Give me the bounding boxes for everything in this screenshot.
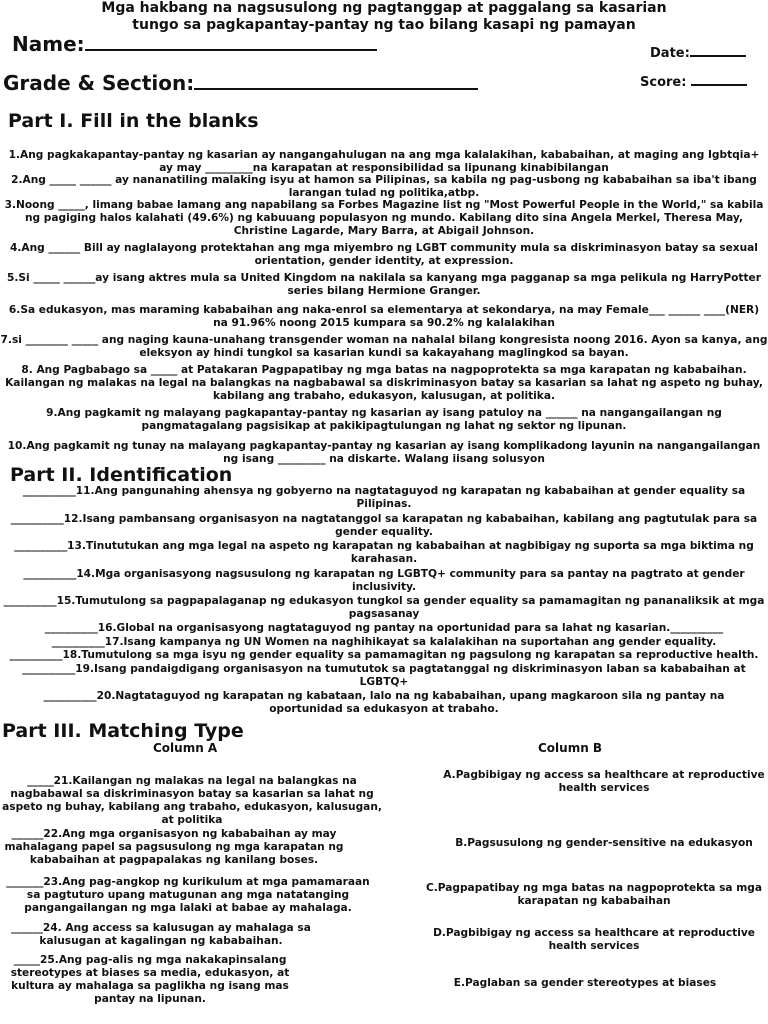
column-a-header: Column A [153, 741, 218, 755]
grade-section-blank[interactable] [194, 88, 478, 90]
question-3: 3.Noong _____, limang babae lamang ang napabilang sa Forbes Magazine list ng "Most Powerful People in the World," sa kabila ng pagiging halos kalahati (49.6%) ng kabuuang populasyon ng mundo. Kabilang dito sina Angela Merkel, Theresa May, Christine Lagarde, Mary Barra, at Abigail Johnson. [4, 199, 764, 237]
choice-a: A.Pagbibigay ng access sa healthcare at reproductive health services [443, 769, 765, 794]
question-6: 6.Sa edukasyon, mas maraming kababaihan ang naka-enrol sa elementarya at sekondarya, na may Female___ ______ ____(NER) na 91.96% noong 2015 kumpara sa 90.2% ng kalalakihan [8, 304, 760, 329]
column-b-header: Column B [538, 741, 603, 755]
question-14: __________14.Mga organisasyong nagsusulong ng karapatan ng LGBTQ+ community para sa pantay na pagtrato at gender inclusivity. [23, 568, 745, 593]
score-blank[interactable] [691, 84, 747, 86]
name-blank[interactable] [85, 49, 377, 51]
choice-e: E.Paglaban sa gender stereotypes at biases [453, 977, 717, 989]
worksheet-title [0, 0, 768, 34]
title-line-2: tungo sa pagkapantay-pantay ng tao bilang kasapi ng pamayan [132, 17, 636, 33]
question-13: __________13.Tinututukan ang mga legal na aspeto ng karapatan ng kababaihan at nagbibigay ng suporta sa mga biktima ng karahasan. [14, 540, 754, 565]
score-label: Score: [640, 75, 687, 90]
part2-title: Part II. Identification [10, 464, 233, 486]
question-17: __________17.Isang kampanya ng UN Women na naghihikayat sa kalalakihan na suportahan ang gender equality. [51, 636, 717, 648]
question-1: 1.Ang pagkakapantay-pantay ng kasarian ay nangangahulugan na ang mga kalalakihan, kababaihan, at maging ang Igbtqia+ ay may _________na karapatan at responsibilidad sa lipunang kinabibilangan [8, 149, 760, 174]
question-4: 4.Ang ______ Bill ay naglalayong protektahan ang mga miyembro ng LGBT community mula sa diskriminasyon batay sa sexual orientation, gender identity, at expression. [10, 242, 758, 267]
question-20: __________20.Nagtataguyod ng karapatan ng kabataan, lalo na ng kababaihan, upang magkaroon sila ng pantay na oportunidad sa edukasyon at trabaho. [43, 690, 725, 715]
score-field [640, 75, 747, 90]
question-9: 9.Ang pagkamit ng malayang pagkapantay-pantay ng kasarian ay isang patuloy na ______ na nangangailangan ng pangmatagalang pagsisikap at pakikipagtulungan ng lahat ng sektor ng lipunan. [46, 407, 722, 432]
part3-title: Part III. Matching Type [2, 720, 244, 742]
choice-d: D.Pagbibigay ng access sa healthcare at reproductive health services [433, 927, 755, 952]
question-2: 2.Ang _____ ______ ay nananatiling malaking isyu at hamon sa Pilipinas, sa kabila ng pag-usbong ng kababaihan sa iba't ibang larangan tulad ng politika,atbp. [11, 174, 757, 199]
matching-item-21: _____21.Kailangan ng malakas na legal na balangkas na nagbabawal sa diskriminasyon batay sa kasarian sa lahat ng aspeto ng buhay, kabilang ang trabaho, edukasyon, kalusugan, at politika [2, 775, 382, 826]
date-field [650, 46, 746, 61]
part1-title: Part I. Fill in the blanks [8, 110, 259, 132]
matching-item-24: ______24. Ang access sa kalusugan ay mahalaga sa kalusugan at kagalingan ng kababaihan. [11, 922, 311, 947]
question-15: __________15.Tumutulong sa pagpapalaganap ng edukasyon tungkol sa gender equality sa pamamagitan ng pananaliksik at mga pagsasanay [3, 595, 765, 620]
choice-c: C.Pagpapatibay ng mga batas na nagpoprotekta sa mga karapatan ng kababaihan [425, 882, 763, 907]
question-18: __________18.Tumutulong sa mga isyu ng gender equality sa pamamagitan ng pagsulong ng karapatan sa reproductive health. [9, 649, 759, 661]
date-label: Date: [650, 46, 690, 61]
question-12: __________12.Isang pambansang organisasyon na nagtatanggol sa karapatan ng kababaihan, kabilang ang pagtutulak para sa gender equality. [10, 513, 758, 538]
grade-section-field [3, 71, 478, 95]
question-10: 10.Ang pagkamit ng tunay na malayang pagkapantay-pantay ng kasarian ay isang komplikadong layunin na nangangailangan ng isang _________ na diskarte. Walang iisang solusyon [7, 440, 761, 465]
question-5: 5.Si _____ ______ay isang aktres mula sa United Kingdom na nakilala sa kanyang mga pagganap sa mga pelikula ng HarryPotter series bilang Hermione Granger. [7, 272, 761, 297]
grade-section-label: Grade & Section: [3, 71, 195, 95]
matching-item-25: _____25.Ang pag-alis ng mga nakakapinsalang stereotypes at biases sa media, edukasyon, at kultura ay mahalaga sa paglikha ng isang mas pantay na lipunan. [10, 954, 290, 1005]
question-16: __________16.Global na organisasyong nagtataguyod ng pantay na oportunidad para sa lahat ng kasarian.__________ [44, 622, 724, 634]
matching-item-23: _______23.Ang pag-angkop ng kurikulum at mga pamamaraan sa pagtuturo upang matugunan ang mga natatanging pangangailangan ng mga lalaki at babae ay mahalaga. [6, 876, 370, 914]
question-19: __________19.Isang pandaigdigang organisasyon na tumututok sa pagtatanggal ng diskriminasyon laban sa kababaihan at LGBTQ+ [22, 663, 746, 688]
choice-b: B.Pagsusulong ng gender-sensitive na edukasyon [455, 837, 753, 849]
question-8: 8. Ang Pagbabago sa _____ at Patakaran Pagpapatibay ng mga batas na nagpoprotekta sa mga karapatan ng kababaihan. Kailangan ng malakas na legal na balangkas na nagbabawal sa diskriminasyon batay sa kasarian sa lahat ng aspeto ng buhay, kabilang ang trabaho, edukasyon, kalusugan, at politika. [5, 364, 763, 402]
question-7: 7.si ________ _____ ang naging kauna-unahang transgender woman na nahalal bilang kongresista noong 2016. Ayon sa kanya, ang eleksyon ay hindi tungkol sa kasarian kundi sa kakayahang maglingkod sa bayan. [0, 334, 768, 359]
matching-item-22: ______22.Ang mga organisasyon ng kababaihan ay may mahalagang papel sa pagsusulong ng mga karapatan ng kababaihan at pagpapalakas ng kanilang boses. [4, 828, 344, 866]
title-line-1: Mga hakbang na nagsusulong ng pagtanggap at paggalang sa kasarian [101, 0, 667, 16]
date-blank[interactable] [690, 55, 746, 57]
name-field [12, 32, 377, 56]
question-11: __________11.Ang pangunahing ahensya ng gobyerno na nagtataguyod ng karapatan ng kababaihan at gender equality sa Pilipinas. [22, 485, 746, 510]
name-label: Name: [12, 32, 85, 56]
